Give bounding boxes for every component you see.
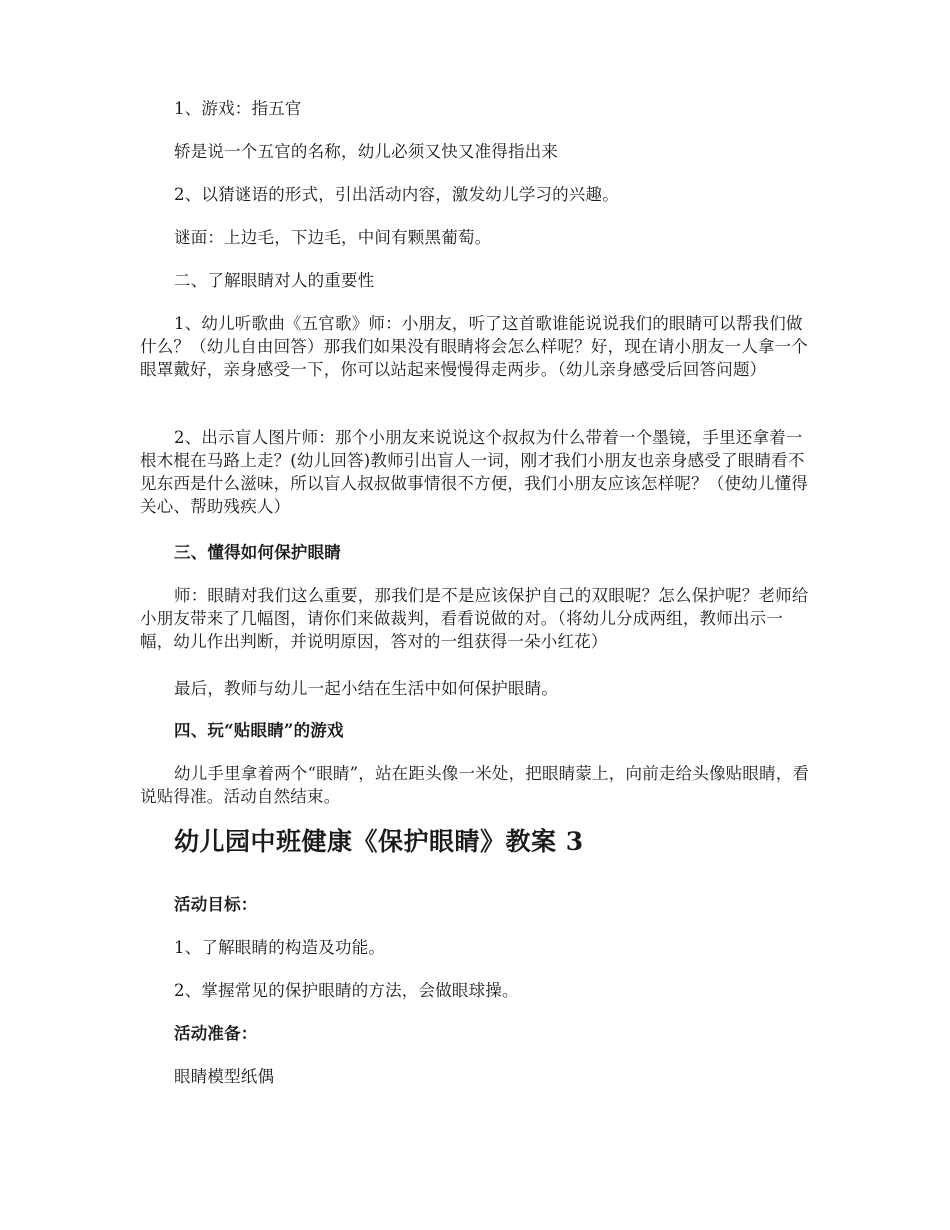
preparation-item-1: 眼睛模型纸偶: [174, 1067, 275, 1086]
section-heading-protect-eyes: 三、懂得如何保护眼睛: [174, 543, 341, 562]
paragraph-game-rule: 轿是说一个五官的名称，幼儿必须又快又准得指出来: [174, 142, 559, 161]
goal-item-2: 2、掌握常见的保护眼睛的方法，会做眼球操。: [174, 981, 519, 1000]
paragraph-stick-eyes-game: 幼儿手里拿着两个“眼睛”，站在距头像一米处，把眼睛蒙上，向前走给头像贴眼睛，看说贴得准。活动自然结束。: [140, 764, 810, 806]
paragraph-riddle: 谜面：上边毛，下边毛，中间有颗黑葡萄。: [174, 228, 492, 247]
paragraph-riddle-intro: 2、以猜谜语的形式，引出活动内容，激发幼儿学习的兴趣。: [174, 185, 619, 204]
paragraph-song-activity: 1、幼儿听歌曲《五官歌》师：小朋友，听了这首歌谁能说说我们的眼睛可以帮我们做什么？（幼儿自由回答）那我们如果没有眼睛将会怎么样呢？好，现在请小朋友一人拿一个眼罩戴好，亲身感受一下，你可以站起来慢慢得走两步。（幼儿亲身感受后回答问题）: [140, 314, 808, 379]
label-activity-goals: 活动目标：: [174, 895, 258, 914]
paragraph-blind-person: 2、出示盲人图片师：那个小朋友来说说这个叔叔为什么带着一个墨镜，手里还拿着一根木棍在马路上走？(幼儿回答)教师引出盲人一词，刚才我们小朋友也亲身感受了眼睛看不见东西是什么滋味，所以盲人叔叔做事情很不方便，我们小朋友应该怎样呢？（使幼儿懂得关心、帮助残疾人）: [140, 428, 808, 516]
section-heading-stick-eyes-game: 四、玩“贴眼睛”的游戏: [174, 721, 344, 740]
label-activity-preparation: 活动准备：: [174, 1024, 258, 1043]
document-heading: 幼儿园中班健康《保护眼睛》教案 3: [174, 827, 584, 856]
goal-item-1: 1、了解眼睛的构造及功能。: [174, 938, 386, 957]
paragraph-game-point-features: 1、游戏：指五官: [174, 99, 302, 118]
paragraph-summary: 最后，教师与幼儿一起小结在生活中如何保护眼睛。: [174, 679, 559, 698]
paragraph-judge-pictures: 师：眼睛对我们这么重要，那我们是不是应该保护自己的双眼呢？怎么保护呢？老师给小朋友带来了几幅图，请你们来做裁判，看看说做的对。（将幼儿分成两组，教师出示一幅，幼儿作出判断，并说明原因，答对的一组获得一朵小红花）: [140, 586, 809, 651]
section-heading-eye-importance: 二、了解眼睛对人的重要性: [174, 271, 375, 290]
